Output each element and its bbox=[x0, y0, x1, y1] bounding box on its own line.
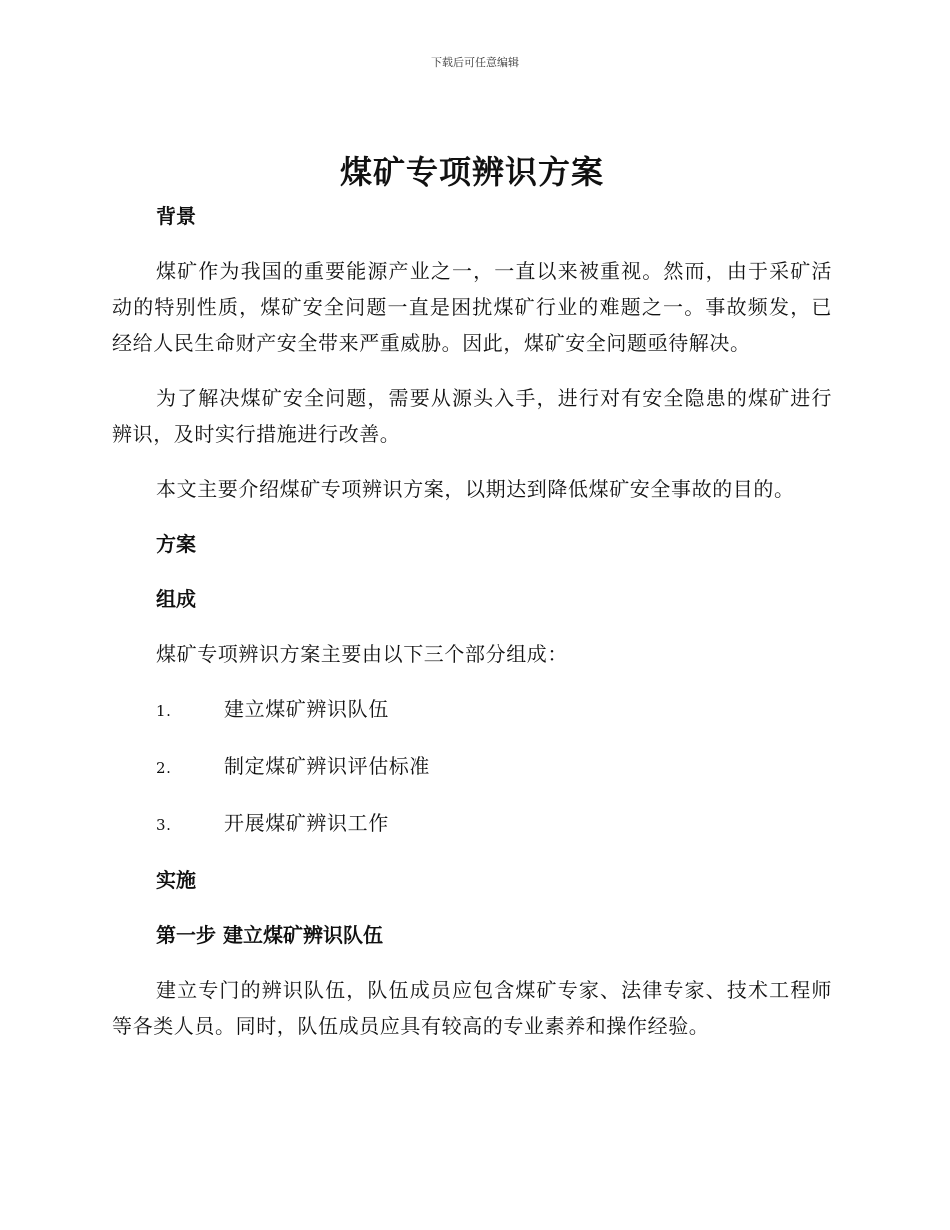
paragraph-background-1: 煤矿作为我国的重要能源产业之一，一直以来被重视。然而，由于采矿活动的特别性质，煤矿安全问题一直是困扰煤矿行业的难题之一。事故频发，已经给人民生命财产安全带来严重威胁。因此，煤矿安全问题亟待解决。 bbox=[112, 259, 832, 355]
list-item bbox=[112, 691, 832, 729]
list-item-number: 2. bbox=[156, 759, 172, 777]
paragraph-background-3: 本文主要介绍煤矿专项辨识方案，以期达到降低煤矿安全事故的目的。 bbox=[156, 477, 795, 501]
paragraph-background-2: 为了解决煤矿安全问题，需要从源头入手，进行对有安全隐患的煤矿进行辨识，及时实行措施进行改善。 bbox=[112, 386, 832, 446]
heading-plan: 方案 bbox=[156, 532, 196, 556]
list-item-text: 建立煤矿辨识队伍 bbox=[224, 697, 389, 721]
list-item-text: 开展煤矿辨识工作 bbox=[224, 811, 389, 835]
heading-background: 背景 bbox=[156, 204, 196, 228]
list-item-number: 3. bbox=[156, 816, 172, 834]
header-note: 下载后可任意编辑 bbox=[431, 56, 519, 69]
paragraph-composition-intro: 煤矿专项辨识方案主要由以下三个部分组成： bbox=[156, 642, 568, 666]
list-item bbox=[112, 805, 832, 843]
heading-step1: 第一步 建立煤矿辨识队伍 bbox=[156, 923, 383, 947]
document-body bbox=[112, 146, 832, 1044]
list-item-number: 1. bbox=[156, 702, 172, 720]
paragraph-step1-1: 建立专门的辨识队伍，队伍成员应包含煤矿专家、法律专家、技术工程师等各类人员。同时，队伍成员应具有较高的专业素养和操作经验。 bbox=[112, 978, 832, 1038]
list-item bbox=[112, 748, 832, 786]
heading-composition: 组成 bbox=[156, 587, 196, 611]
list-item-text: 制定煤矿辨识评估标准 bbox=[224, 754, 430, 778]
document-title: 煤矿专项辨识方案 bbox=[339, 153, 604, 191]
heading-implementation: 实施 bbox=[156, 868, 196, 892]
